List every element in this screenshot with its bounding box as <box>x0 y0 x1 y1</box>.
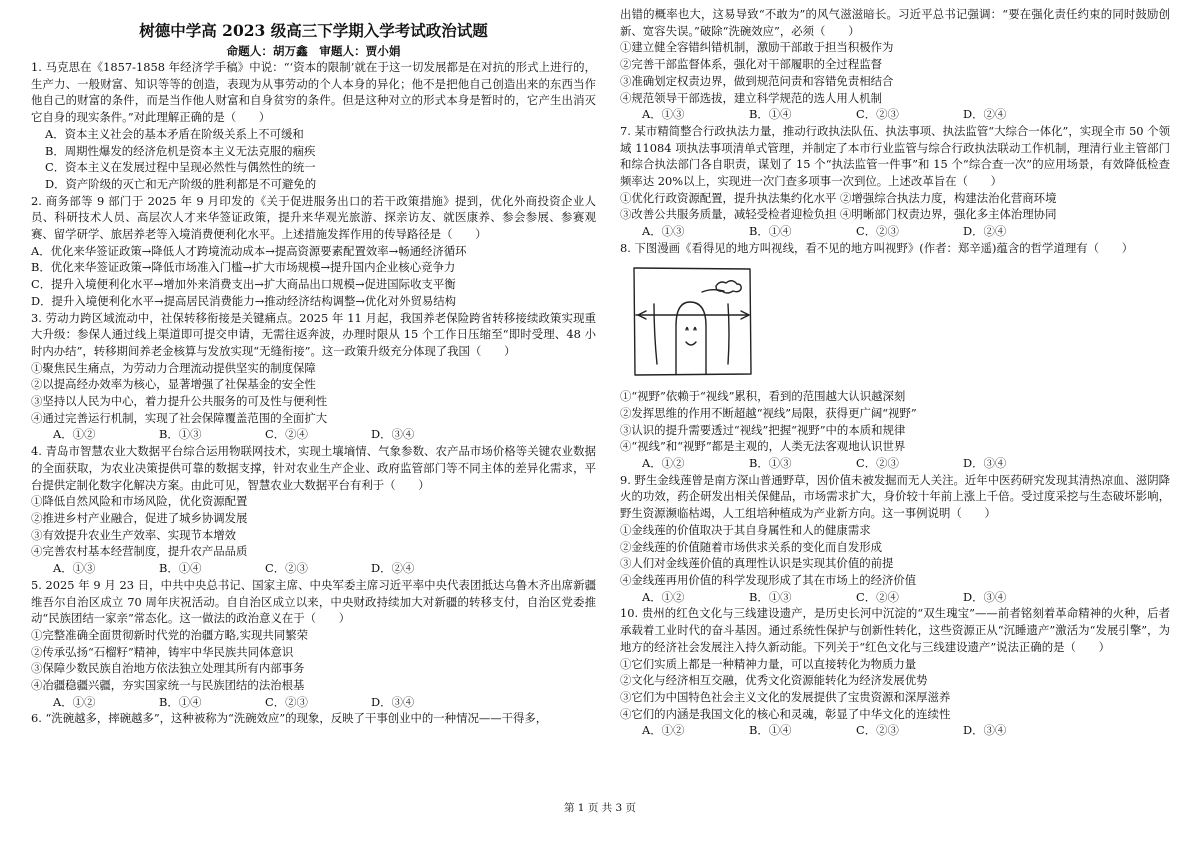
statement-3: ③坚持以人民为中心，着力提升公共服务的可及性与便利性 <box>31 394 328 409</box>
question-3 <box>31 310 596 444</box>
answer-choices <box>620 589 1170 606</box>
option-c: C．资本主义在发展过程中呈现必然性与偶然性的统一 <box>45 160 316 175</box>
statement-3: ③保障少数民族自治地方依法独立处理其所有内部事务 <box>31 661 305 676</box>
exam-title: 树德中学高 2023 级高三下学期入学考试政治试题 <box>139 21 488 40</box>
statement-2: ②传承弘扬“石榴籽”精神，铸牢中华民族共同体意识 <box>31 644 294 659</box>
statement-3-4: ③改善公共服务质量，减轻受检者迎检负担 ④明晰部门权责边界，强化多主体治理协同 <box>620 207 1057 222</box>
answer-a: A．①③ <box>642 107 685 122</box>
answer-d: D．②④ <box>371 561 415 576</box>
answer-b: B．①④ <box>749 723 792 738</box>
answer-a: A．①② <box>642 589 685 604</box>
statement-2: ②金线莲的价值随着市场供求关系的变化而自发形成 <box>620 539 882 554</box>
answer-c: C．②③ <box>856 723 899 738</box>
answer-choices <box>620 455 1170 472</box>
left-column <box>31 20 596 727</box>
answer-choices <box>31 426 596 443</box>
answer-d: D．②④ <box>963 107 1007 122</box>
statement-2: ②完善干部监督体系，强化对干部履职的全过程监督 <box>620 57 882 72</box>
statement-3: ③准确划定权责边界，做到规范问责和容错免责相结合 <box>620 73 894 88</box>
question-1 <box>31 59 596 193</box>
question-stem: 3. 劳动力跨区域流动中，社保转移衔接是关键痛点。2025 年 11 月起，我国养老保险跨省转移接续政策实现重大升级：参保人通过线上渠道即可提交申请，无需往返奔波，办理时限从 15 个工作日压缩至“即时受理、48 小时内办结”，转移期间养老金核算与发放实现“无缝衔接”。这一政策升级充分体现了我国（ ） <box>31 310 596 358</box>
option-b: B．优化来华签证政策→降低市场准入门槛→扩大市场规模→提升国内企业核心竞争力 <box>31 260 456 275</box>
question-6-continued <box>620 6 1170 123</box>
exam-authors: 命题人：胡万鑫 审题人：贾小娟 <box>226 44 401 58</box>
question-stem: 出错的概率也大，这易导致“不敢为”的风气滋滋暗长。习近平总书记强调：“要在强化责任约束的同时鼓励创新、宽容失误。”破除“洗碗效应”，必须（ ） <box>620 7 1170 38</box>
answer-d: D．③④ <box>371 694 415 709</box>
question-stem: 9. 野生金线莲曾是南方深山普通野草，因价值未被发掘而无人关注。近年中医药研究发现其清热凉血、滋阴降火的功效，药企研发出相关保健品，市场需求扩大，身价较十年前上涨上千倍。受过度采挖与生态破坏影响，野生资源濒临枯竭，人工组培种植成为产业新方向。这一事例说明（ ） <box>620 472 1170 521</box>
question-stem: 10. 贵州的红色文化与三线建设遗产，是历史长河中沉淀的“双生瑰宝”——前者铭刻着革命精神的火种，后者承载着工业时代的奋斗基因。通过系统性保护与创新性转化，这些资源正从“沉睡遗产”激活为“发展引擎”，为地方的经济社会发展注入持久新动能。下列关于“红色文化与三线建设遗产”说法正确的是（ ） <box>620 606 1170 654</box>
question-5 <box>31 577 596 711</box>
option-d: D．资产阶级的灭亡和无产阶级的胜利都是不可避免的 <box>45 176 317 191</box>
question-stem: 7. 某市精简整合行政执法力量，推动行政执法队伍、执法事项、执法监管“大综合一体化”，实现全市 50 个领域 11084 项执法事项清单式管理，并制定了本市行业监管与综合行政执法联动工作机制，理清行业主管部门和综合执法部门各自职责，谋划了 15 个“执法监管一件事”和 15 个“综合查一次”的应用场景，有效降低检查频率达 20%以上，实现进一次门查多项事一次到位。上述改革旨在（ ） <box>620 123 1170 189</box>
statement-2: ②推进乡村产业融合，促进了城乡协调发展 <box>31 510 248 525</box>
option-c: C．提升入境便利化水平→增加外来消费支出→扩大商品出口规模→促进国际收支平衡 <box>31 277 456 292</box>
statement-4: ④通过完善运行机制，实现了社会保障覆盖范围的全面扩大 <box>31 410 328 425</box>
answer-b: B．①④ <box>159 561 202 576</box>
answer-c: C．②④ <box>265 427 308 442</box>
right-column <box>620 6 1170 739</box>
answer-b: B．①④ <box>749 224 792 239</box>
question-4 <box>31 443 596 577</box>
statement-1: ①金线莲的价值取决于其自身属性和人的健康需求 <box>620 522 871 537</box>
answer-c: C．②④ <box>856 589 899 604</box>
statement-4: ④它们的内涵是我国文化的核心和灵魂，彰显了中华文化的连续性 <box>620 706 951 721</box>
statement-1-2: ①优化行政资源配置，提升执法集约化水平 ②增强综合执法力度，构建法治化营商环境 <box>620 190 1057 205</box>
question-6 <box>31 710 596 727</box>
question-stem: 2. 商务部等 9 部门于 2025 年 9 月印发的《关于促进服务出口的若干政策措施》提到，优化外商投资企业人员、科研技术人员、高层次人才来华签证政策，提升来华观光旅游、探亲访友、就医康养、参会参展、参赛观赛、留学研学、旅居养老等入境消费便利化水平。上述措施发挥作用的传导路径是（ ） <box>31 193 596 242</box>
question-stem: 4. 青岛市智慧农业大数据平台综合运用物联网技术，实现土壤墒情、气象参数、农产品市场价格等关键农业数据的全面获取，为农业决策提供可靠的数据支撑，针对农业生产企业、政府监管部门等不同主体的差异化需求，平台提供定制化数字化解决方案。由此可见，智慧农业大数据平台有利于（ ） <box>31 444 596 492</box>
answer-a: A．①③ <box>642 224 685 239</box>
answer-choices <box>620 722 1170 739</box>
statement-1: ①降低自然风险和市场风险，优化资源配置 <box>31 494 248 509</box>
answer-d: D．②④ <box>963 224 1007 239</box>
option-b: B．周期性爆发的经济危机是资本主义无法克服的痼疾 <box>45 143 316 158</box>
answer-a: A．①② <box>642 456 685 471</box>
answer-b: B．①③ <box>749 589 792 604</box>
statement-4: ④金线莲再用价值的科学发现形成了其在市场上的经济价值 <box>620 572 917 587</box>
statement-1: ①建立健全容错纠错机制，激励干部敢于担当积极作为 <box>620 40 894 55</box>
answer-d: D．③④ <box>963 723 1007 738</box>
answer-c: C．②③ <box>856 224 899 239</box>
answer-choices <box>620 106 1170 123</box>
answer-a: A．①② <box>53 427 96 442</box>
question-stem: 8. 下图漫画《看得见的地方叫视线，看不见的地方叫视野》(作者：郑辛遥)蕴含的哲学道理有（ ） <box>620 240 1134 255</box>
answer-c: C．②③ <box>265 561 308 576</box>
statement-3: ③有效提升农业生产效率、实现节本增效 <box>31 527 237 542</box>
answer-choices <box>31 560 596 577</box>
statement-4: ④规范领导干部选拔，建立科学规范的选人用人机制 <box>620 90 882 105</box>
statement-4: ④完善农村基本经营制度，提升农产品品质 <box>31 544 248 559</box>
statement-4: ④“视线”和“视野”都是主观的，人类无法客观地认识世界 <box>620 439 906 454</box>
answer-c: C．②③ <box>856 107 899 122</box>
question-7 <box>620 123 1170 240</box>
cartoon-illustration <box>630 262 755 380</box>
statement-1: ①“视野”依赖于“视线”累积，看到的范围越大认识越深刻 <box>620 389 906 404</box>
answer-a: A．①③ <box>53 561 96 576</box>
option-a: A．资本主义社会的基本矛盾在阶级关系上不可缓和 <box>45 126 304 141</box>
page-footer: 第 1 页 共 3 页 <box>563 802 637 814</box>
statement-2: ②发挥思维的作用不断超越“视线”局限，获得更广阔“视野” <box>620 405 917 420</box>
question-stem: 1. 马克思在《1857-1858 年经济学手稿》中说：“‘资本的限制’就在于这一切发展都是在对抗的形式上进行的，生产力、一般财富、知识等等的创造，表现为从事劳动的个人本身的异化；他不是把他自己创造出来的东西当作他自己的财富的条件，而是当作他人财富和自身贫穷的条件。但是这种对立的形式本身是暂时的，它产生出消灭它自身的现实条件。”对此理解正确的是（ ） <box>31 60 596 125</box>
answer-d: D．③④ <box>371 427 415 442</box>
answer-d: D．③④ <box>963 456 1007 471</box>
answer-d: D．③④ <box>963 589 1007 604</box>
statement-1: ①完整准确全面贯彻新时代党的治疆方略,实现共同繁荣 <box>31 627 308 642</box>
question-9 <box>620 472 1170 606</box>
question-stem: 6. “洗碗越多，摔碗越多”，这种被称为“洗碗效应”的现象，反映了干事创业中的一种情况——干得多， <box>31 711 548 726</box>
statement-2: ②以提高经办效率为核心，显著增强了社保基金的安全性 <box>31 377 316 392</box>
answer-choices <box>620 223 1170 240</box>
answer-b: B．①④ <box>159 694 202 709</box>
answer-b: B．①④ <box>749 107 792 122</box>
option-d: D．提升入境便利化水平→提高居民消费能力→推动经济结构调整→优化对外贸易结构 <box>31 293 457 308</box>
statement-3: ③人们对金线莲价值的真理性认识是实现其价值的前提 <box>620 556 894 571</box>
answer-choices <box>31 694 596 711</box>
question-10 <box>620 605 1170 739</box>
answer-a: A．①② <box>53 694 96 709</box>
answer-c: C．②③ <box>265 694 308 709</box>
statement-4: ④冶疆稳疆兴疆，夯实国家统一与民族团结的法治根基 <box>31 678 305 693</box>
option-a: A．优化来华签证政策→降低人才跨境流动成本→提高资源要素配置效率→畅通经济循环 <box>31 243 467 258</box>
question-stem: 5. 2025 年 9 月 23 日，中共中央总书记、国家主席、中央军委主席习近平率中央代表团抵达乌鲁木齐出席新疆维吾尔自治区成立 70 周年庆祝活动。自自治区成立以来，中央财政持续加大对新疆的转移支付，自治区党委推动“民族团结一家亲”常态化。这一做法的政治意义在于（ ） <box>31 577 596 626</box>
statement-1: ①聚焦民生痛点，为劳动力合理流动提供坚实的制度保障 <box>31 360 316 375</box>
statement-3: ③认识的提升需要透过“视线”把握“视野”中的本质和规律 <box>620 422 906 437</box>
question-2 <box>31 193 596 310</box>
statement-3: ③它们为中国特色社会主义文化的发展提供了宝贵资源和深厚滋养 <box>620 689 951 704</box>
question-8 <box>620 240 1170 472</box>
statement-1: ①它们实质上都是一种精神力量，可以直接转化为物质力量 <box>620 656 917 671</box>
answer-c: C．②③ <box>856 456 899 471</box>
answer-b: B．①③ <box>749 456 792 471</box>
answer-b: B．①③ <box>159 427 202 442</box>
answer-a: A．①② <box>642 723 685 738</box>
statement-2: ②文化与经济相互交融，优秀文化资源能转化为经济发展优势 <box>620 673 928 688</box>
